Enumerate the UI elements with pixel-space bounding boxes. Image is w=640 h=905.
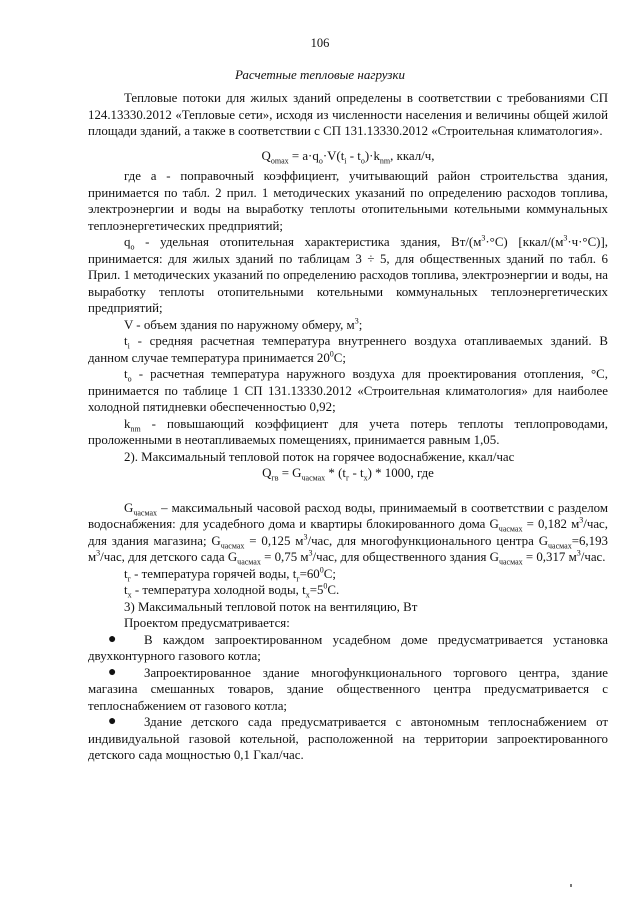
definition-to: $t_o$ - расчетная температура наружного воздуха для проектирования отопления, °С, принимается по таблице 1 СП 131.13330.2012 «Строительная климатология» для наиболее холодной пятидневки обеспеченностью 0,92;: [88, 367, 608, 414]
bullet-icon: ●: [108, 664, 117, 680]
list-item: ● Запроектированное здание многофункционального торгового центра, здание магазина смешанных товаров, здание общественного центра предусматривается с теплоснабжением от газового котла;: [88, 664, 608, 713]
formula-hot-water: $Q_{гв} = G_{часмах} * (t_г - t_х) * 1000$, где: [262, 466, 434, 483]
document-body: [88, 90, 608, 764]
page-number: 106: [310, 36, 330, 50]
definition-tx: $t_х$ - температура холодной воды, $t_х=5^0С$.: [124, 581, 340, 600]
section-title: Расчетные тепловые нагрузки: [234, 67, 406, 82]
formula-heat-load: $Q_{omax} = a\cdot q_o\cdot V(t_i - t_o)\cdot k_{nm}$, ккал/ч,: [261, 148, 435, 166]
intro-paragraph: Тепловые потоки для жилых зданий определены в соответствии с требованиями СП 124.13330.2012 «Тепловые сети», исходя из численности населения и величины общей жилой площади зданий, а также в соответствии с СП 131.13330.2012 «Строительная климатология».: [88, 91, 608, 138]
definition-tg: $t_г$ - температура горячей воды, $t_г=60^0С$;: [124, 565, 336, 584]
definition-qo: $q_o$ - удельная отопительная характеристика здания, $Вт/(м^3\cdot^\circ С)$ $[ккал/(м^3\cdot ч\cdot^\circ С)]$, принимается: для жилых зданий по таблицам 3 ÷ 5, для общественных зданий по табл. 6 Прил. 1 методических указаний по определению расходов топлива, электроэнергии и воды, на выработку теплоты отопительными котельными коммунальных теплоэнергетических предприятий;: [88, 233, 608, 315]
bullet-icon: ●: [108, 714, 117, 729]
list-item: ● Здание детского сада предусматривается с автономным теплоснабжением от индивидуальной газовой котельной, расположенной на территории запроектированного детского сада мощностью 0,1 Гкал/час.: [88, 714, 608, 762]
definition-k: $k_{nm}$ - повышающий коэффициент для учета потерь теплоты теплопроводами, проложенными в неотапливаемых помещениях, принимается равным 1,05.: [88, 416, 608, 447]
definition-v: V - объем здания по наружному обмеру, $м^3$;: [124, 316, 363, 332]
definition-g: $G_{часмах}$ – максимальный часовой расход воды, принимаемый в соответствии с разделом водоснабжения: для усадебного дома и квартиры блокированного дома $G_{часмах} = 0,182$ $м^3$/час, для здания магазина; $G_{часмах} = 0,125$ $м^3$/час, для многофункционального центра $G_{часмах}=6,193$ $м^3$/час, для детского сада $G_{часмах} = 0,75$ $м^3$/час, для общественного здания $G_{часмах} = 0,317$ $м^3$/час.: [88, 500, 608, 567]
definition-a: где а - поправочный коэффициент, учитывающий район строительства здания, принимается по табл. 2 прил. 1 методических указаний по определению расходов топлива, электроэнергии и воды на выработку теплоты отопительными котельными коммунальных теплоэнергетических предприятий;: [88, 169, 608, 233]
item-2-heading: 2). Максимальный тепловой поток на горячее водоснабжение, ккал/час: [124, 449, 515, 464]
bullet-icon: ●: [108, 631, 117, 647]
scan-speck: [570, 884, 572, 887]
list-item: ● В каждом запроектированном усадебном доме предусматривается установка двухконтурного газового котла;: [88, 631, 608, 663]
definition-ti: $t_i$ - средняя расчетная температура внутреннего воздуха отапливаемых зданий. В данном случае температура принимается $20^0С$;: [88, 334, 608, 365]
provided-heading: Проектом предусматривается:: [124, 616, 290, 630]
item-3-heading: 3) Максимальный тепловой поток на вентиляцию, Вт: [124, 599, 418, 614]
